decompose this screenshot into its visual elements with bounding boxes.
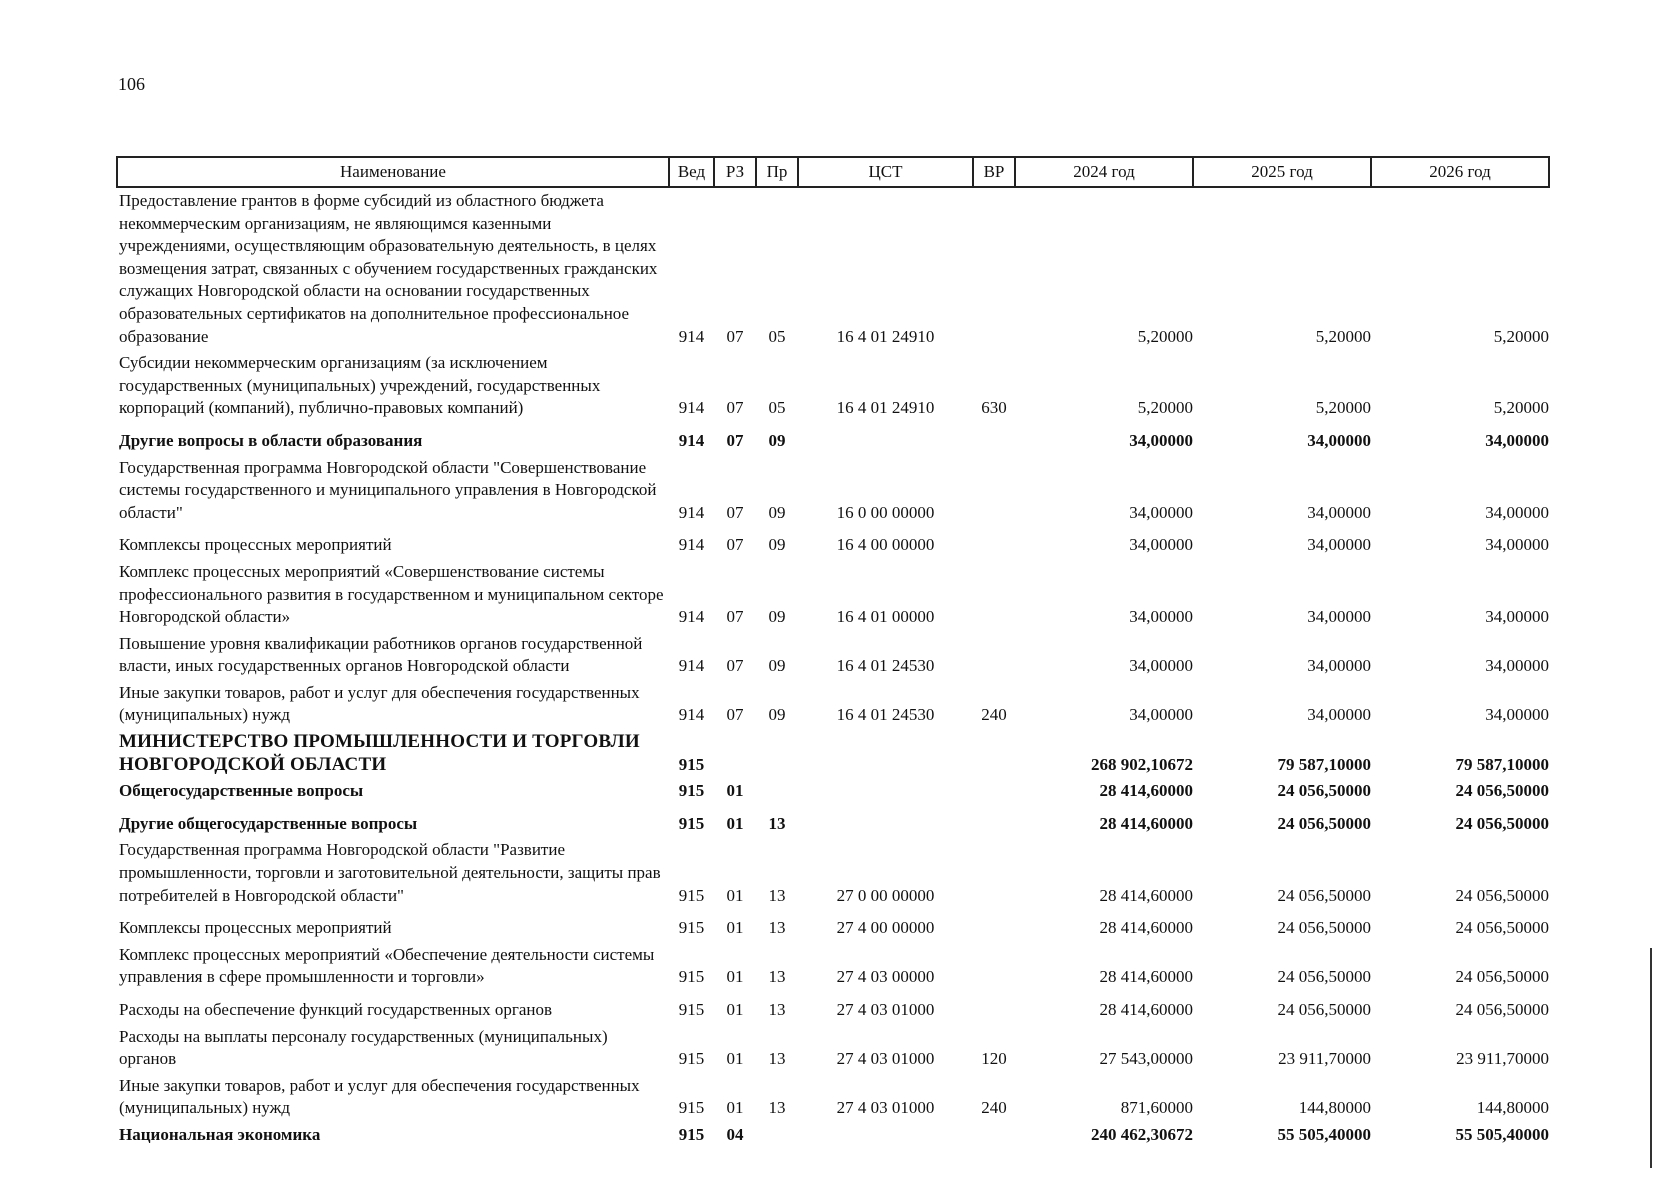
table-row xyxy=(117,805,1549,838)
header-name: Наименование xyxy=(117,157,669,187)
row-cst: 16 4 01 00000 xyxy=(836,607,935,627)
header-cst: ЦСТ xyxy=(798,157,973,187)
row-vr xyxy=(973,837,1015,909)
row-name: Национальная экономика xyxy=(119,1124,321,1144)
row-2025: 34,00000 xyxy=(1307,502,1371,522)
table-row xyxy=(117,680,1549,729)
row-2026: 23 911,70000 xyxy=(1456,1049,1549,1069)
row-ved: 915 xyxy=(678,781,705,801)
row-2024: 34,00000 xyxy=(1129,430,1193,450)
row-pr: 09 xyxy=(768,502,786,522)
row-2026: 34,00000 xyxy=(1485,535,1549,555)
row-name: Иные закупки товаров, работ и услуг для обеспечения государственных (муниципальных) нужд xyxy=(119,682,640,725)
header-pr: Пр xyxy=(756,157,798,187)
table-header-row xyxy=(117,157,1549,187)
row-vr xyxy=(973,1122,1015,1149)
row-vr: 630 xyxy=(981,398,1007,418)
row-2026: 24 056,50000 xyxy=(1455,967,1549,987)
row-rz: 01 xyxy=(726,918,744,938)
table-row xyxy=(117,1073,1549,1122)
row-name: Комплекс процессных мероприятий «Совершенствование системы профессионального развития в государственном и муниципальном секторе Новгородской области» xyxy=(119,561,664,627)
row-pr xyxy=(756,1122,798,1149)
row-pr: 13 xyxy=(768,918,786,938)
row-pr xyxy=(756,729,798,778)
row-cst: 27 4 03 01000 xyxy=(836,1098,935,1118)
row-name: Комплекс процессных мероприятий «Обеспечение деятельности системы управления в сфере промышленности и торговли» xyxy=(119,944,655,987)
row-ved: 914 xyxy=(678,607,705,627)
row-2024: 28 414,60000 xyxy=(1099,967,1193,987)
row-rz: 01 xyxy=(726,813,744,833)
row-ved: 915 xyxy=(678,754,705,774)
table-row xyxy=(117,778,1549,805)
row-vr xyxy=(973,422,1015,455)
row-vr xyxy=(973,455,1015,527)
row-2026: 24 056,50000 xyxy=(1455,781,1549,801)
page-number: 106 xyxy=(118,74,145,94)
table-row xyxy=(117,350,1549,422)
row-pr: 09 xyxy=(768,656,786,676)
row-2026: 79 587,10000 xyxy=(1455,754,1549,774)
table-row xyxy=(117,187,1549,350)
row-ved: 915 xyxy=(678,918,705,938)
row-vr xyxy=(973,631,1015,680)
row-2024: 34,00000 xyxy=(1129,607,1193,627)
row-cst: 16 4 01 24910 xyxy=(836,398,935,418)
table-row xyxy=(117,559,1549,631)
row-2024: 28 414,60000 xyxy=(1099,1000,1193,1019)
row-2025: 79 587,10000 xyxy=(1277,754,1371,774)
table-row xyxy=(117,729,1549,778)
scan-edge-line xyxy=(1650,948,1652,1168)
row-name: Повышение уровня квалификации работников органов государственной власти, иных государственных органов Новгородской области xyxy=(119,633,643,676)
row-2024: 268 902,10672 xyxy=(1091,754,1193,774)
row-name: Другие общегосударственные вопросы xyxy=(119,813,418,833)
row-pr: 13 xyxy=(768,967,786,987)
row-ved: 914 xyxy=(678,705,705,725)
row-cst: 27 4 03 01000 xyxy=(836,1049,935,1069)
row-ved: 914 xyxy=(678,502,705,522)
row-vr xyxy=(973,991,1015,1024)
row-name: Другие вопросы в области образования xyxy=(119,430,423,450)
row-2024: 27 543,00000 xyxy=(1099,1049,1193,1069)
row-2025: 24 056,50000 xyxy=(1277,885,1371,905)
row-2026: 24 056,50000 xyxy=(1455,1000,1549,1019)
row-2024: 28 414,60000 xyxy=(1099,918,1193,938)
row-rz: 07 xyxy=(726,535,744,555)
row-vr xyxy=(973,778,1015,805)
row-rz: 01 xyxy=(726,781,744,801)
row-2025: 5,20000 xyxy=(1315,326,1371,346)
row-2024: 5,20000 xyxy=(1137,326,1193,346)
row-rz: 07 xyxy=(726,398,744,418)
row-pr: 09 xyxy=(768,430,786,450)
row-cst: 16 4 01 24530 xyxy=(836,656,935,676)
row-rz: 04 xyxy=(726,1124,744,1144)
row-cst: 16 0 00 00000 xyxy=(836,502,935,522)
row-2024: 871,60000 xyxy=(1120,1098,1193,1118)
row-2025: 34,00000 xyxy=(1307,607,1371,627)
row-2025: 24 056,50000 xyxy=(1277,781,1371,801)
table-row xyxy=(117,942,1549,991)
row-ved: 915 xyxy=(678,885,705,905)
row-cst: 27 4 00 00000 xyxy=(836,918,935,938)
row-ved: 914 xyxy=(678,656,705,676)
row-2026: 24 056,50000 xyxy=(1455,813,1549,833)
row-2026: 34,00000 xyxy=(1485,705,1549,725)
row-pr: 09 xyxy=(768,535,786,555)
row-ved: 914 xyxy=(678,398,705,418)
row-2026: 24 056,50000 xyxy=(1455,918,1549,938)
row-2025: 144,80000 xyxy=(1298,1098,1371,1118)
row-name: Комплексы процессных мероприятий xyxy=(119,918,392,938)
row-2026: 34,00000 xyxy=(1485,656,1549,676)
table-row xyxy=(117,526,1549,559)
row-rz: 07 xyxy=(726,502,744,522)
row-pr: 05 xyxy=(768,326,786,346)
row-cst: 27 0 00 00000 xyxy=(836,885,935,905)
row-rz: 01 xyxy=(726,1098,744,1118)
budget-table xyxy=(116,156,1550,1149)
row-rz: 07 xyxy=(726,705,744,725)
header-2025: 2025 год xyxy=(1193,157,1371,187)
row-name: МИНИСТЕРСТВО ПРОМЫШЛЕННОСТИ И ТОРГОВЛИ НОВГОРОДСКОЙ ОБЛАСТИ xyxy=(119,731,640,775)
row-cst: 16 4 01 24530 xyxy=(836,705,935,725)
row-rz: 01 xyxy=(726,885,744,905)
row-2026: 144,80000 xyxy=(1476,1098,1549,1118)
row-2026: 24 056,50000 xyxy=(1455,885,1549,905)
row-ved: 915 xyxy=(678,1124,705,1144)
row-name: Иные закупки товаров, работ и услуг для обеспечения государственных (муниципальных) нужд xyxy=(119,1075,640,1118)
row-ved: 915 xyxy=(678,813,705,833)
row-2024: 5,20000 xyxy=(1137,398,1193,418)
row-2024: 240 462,30672 xyxy=(1091,1124,1193,1144)
row-cst: 16 4 01 24910 xyxy=(836,326,935,346)
row-2025: 24 056,50000 xyxy=(1277,918,1371,938)
row-cst xyxy=(798,422,973,455)
row-cst xyxy=(798,729,973,778)
row-2024: 34,00000 xyxy=(1129,502,1193,522)
row-pr: 05 xyxy=(768,398,786,418)
row-name: Расходы на выплаты персоналу государственных (муниципальных) органов xyxy=(119,1026,608,1069)
row-2024: 28 414,60000 xyxy=(1099,885,1193,905)
row-rz: 07 xyxy=(726,656,744,676)
row-2025: 5,20000 xyxy=(1315,398,1371,418)
header-2026: 2026 год xyxy=(1371,157,1549,187)
row-vr: 240 xyxy=(981,1098,1007,1118)
row-vr xyxy=(973,909,1015,942)
row-2025: 24 056,50000 xyxy=(1277,1000,1371,1019)
row-2024: 28 414,60000 xyxy=(1099,781,1193,801)
table-row xyxy=(117,837,1549,909)
row-ved: 915 xyxy=(678,1098,705,1118)
row-ved: 915 xyxy=(678,967,705,987)
row-name: Общегосударственные вопросы xyxy=(119,781,364,801)
row-cst xyxy=(798,1122,973,1149)
row-2026: 34,00000 xyxy=(1485,430,1549,450)
header-ved: Вед xyxy=(669,157,714,187)
row-2026: 34,00000 xyxy=(1485,502,1549,522)
row-vr xyxy=(973,526,1015,559)
row-2024: 34,00000 xyxy=(1129,535,1193,555)
header-vr: ВР xyxy=(973,157,1015,187)
row-pr: 09 xyxy=(768,607,786,627)
row-2025: 23 911,70000 xyxy=(1278,1049,1371,1069)
header-rz: РЗ xyxy=(714,157,756,187)
row-ved: 915 xyxy=(678,1049,705,1069)
row-vr xyxy=(973,729,1015,778)
row-vr xyxy=(973,187,1015,350)
table-row xyxy=(117,991,1549,1024)
row-2026: 5,20000 xyxy=(1493,398,1549,418)
row-2025: 34,00000 xyxy=(1307,705,1371,725)
row-2024: 34,00000 xyxy=(1129,705,1193,725)
row-pr: 13 xyxy=(768,1000,786,1019)
table-row xyxy=(117,909,1549,942)
row-name: Субсидии некоммерческим организациям (за исключением государственных (муниципальных) учреждений, государственных корпораций (компаний), публично-правовых компаний) xyxy=(119,353,601,418)
row-vr xyxy=(973,942,1015,991)
row-2025: 24 056,50000 xyxy=(1277,813,1371,833)
budget-table-container xyxy=(116,156,1548,1149)
row-rz: 07 xyxy=(726,430,744,450)
row-vr xyxy=(973,805,1015,838)
row-2025: 34,00000 xyxy=(1307,656,1371,676)
row-name: Расходы на обеспечение функций государственных органов xyxy=(119,1000,553,1019)
row-cst: 27 4 03 01000 xyxy=(836,1000,935,1019)
row-2025: 55 505,40000 xyxy=(1277,1124,1371,1144)
row-2024: 34,00000 xyxy=(1129,656,1193,676)
row-rz: 01 xyxy=(726,1000,744,1019)
row-cst xyxy=(798,778,973,805)
row-vr: 240 xyxy=(981,705,1007,725)
row-cst: 16 4 00 00000 xyxy=(836,535,935,555)
row-pr: 13 xyxy=(768,1049,786,1069)
row-2025: 34,00000 xyxy=(1307,430,1371,450)
row-2026: 34,00000 xyxy=(1485,607,1549,627)
row-ved: 914 xyxy=(678,326,705,346)
row-rz: 01 xyxy=(726,967,744,987)
row-2025: 34,00000 xyxy=(1307,535,1371,555)
row-2025: 24 056,50000 xyxy=(1277,967,1371,987)
table-row xyxy=(117,455,1549,527)
header-2024: 2024 год xyxy=(1015,157,1193,187)
row-rz xyxy=(714,729,756,778)
row-ved: 914 xyxy=(678,535,705,555)
row-pr: 09 xyxy=(768,705,786,725)
row-2026: 5,20000 xyxy=(1493,326,1549,346)
row-ved: 914 xyxy=(678,430,705,450)
table-row xyxy=(117,631,1549,680)
row-name: Государственная программа Новгородской области "Совершенствование системы государственного и муниципального управления в Новгородской области" xyxy=(119,457,657,522)
row-2024: 28 414,60000 xyxy=(1099,813,1193,833)
row-pr: 13 xyxy=(768,1098,786,1118)
row-rz: 07 xyxy=(726,607,744,627)
row-vr: 120 xyxy=(981,1049,1007,1069)
row-ved: 915 xyxy=(678,1000,705,1019)
table-row xyxy=(117,422,1549,455)
row-pr: 13 xyxy=(768,885,786,905)
row-rz: 01 xyxy=(726,1049,744,1069)
row-pr: 13 xyxy=(768,813,786,833)
row-pr xyxy=(756,778,798,805)
table-row xyxy=(117,1024,1549,1073)
row-name: Государственная программа Новгородской области "Развитие промышленности, торговли и заготовительной деятельности, защиты прав потребителей в Новгородской области" xyxy=(119,840,661,905)
table-row xyxy=(117,1122,1549,1149)
row-2026: 55 505,40000 xyxy=(1455,1124,1549,1144)
row-cst: 27 4 03 00000 xyxy=(836,967,935,987)
row-cst xyxy=(798,805,973,838)
row-name: Комплексы процессных мероприятий xyxy=(119,535,392,555)
row-vr xyxy=(973,559,1015,631)
row-rz: 07 xyxy=(726,326,744,346)
row-name: Предоставление грантов в форме субсидий из областного бюджета некоммерческим организациям, не являющимся казенными учреждениями, осуществляющим образовательную деятельность, в целях возмещения затрат, связанных с обучением государственных гражданских служащих Новгородской области на основании государственных образовательных сертификатов на дополнительное профессиональное образование xyxy=(119,191,658,346)
